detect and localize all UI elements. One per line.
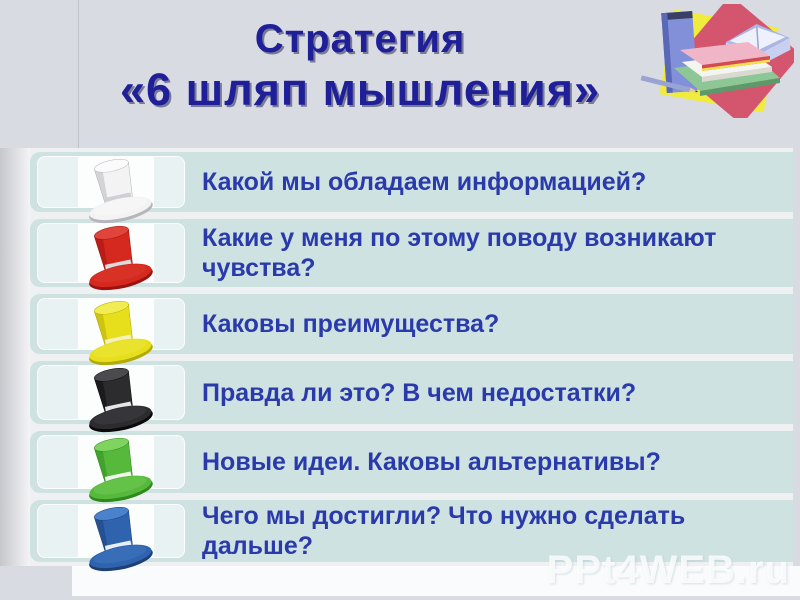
hat-question: Чего мы достигли? Что нужно сделать дальше?	[202, 502, 686, 560]
hat-question: Правда ли это? В чем недостатки?	[202, 378, 637, 407]
slide-title	[80, 16, 640, 116]
hat-row-green	[30, 431, 793, 493]
black-hat-icon	[76, 363, 160, 439]
hat-question: Каковы преимущества?	[202, 310, 500, 338]
hat-row-yellow	[30, 294, 793, 354]
title-divider-line	[78, 0, 79, 148]
books-illustration	[638, 4, 794, 118]
hat-row-white	[30, 152, 793, 212]
red-hat-icon	[76, 221, 160, 297]
hat-questions-list	[30, 152, 793, 569]
slide-title-line1: Стратегия	[254, 17, 466, 61]
slide-title-line2: «6 шляп мышления»	[120, 64, 600, 116]
green-hat-icon	[76, 433, 160, 509]
left-gradient-strip	[0, 148, 30, 566]
hat-question: Какой мы обладаем информацией?	[202, 168, 647, 196]
white-hat-icon	[76, 154, 160, 230]
watermark: PPt4WEB.ru	[546, 548, 790, 592]
hat-question: Какие у меня по этому поводу возникают чувства?	[202, 224, 717, 282]
blue-hat-icon	[76, 502, 160, 578]
hat-question: Новые идеи. Каковы альтернативы?	[202, 448, 661, 476]
yellow-hat-icon	[76, 296, 160, 372]
